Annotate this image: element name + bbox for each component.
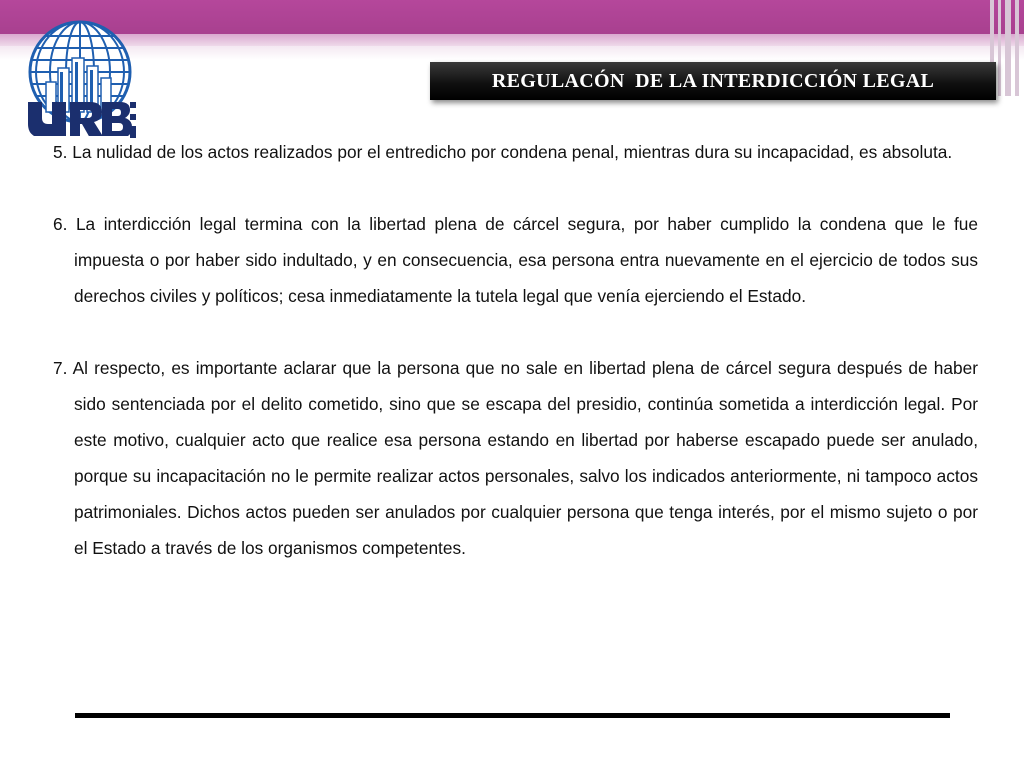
paragraph-5: 5. La nulidad de los actos realizados por el entredicho por condena penal, mientras dura su incapacidad, es absoluta. [53,142,953,162]
globe-buildings-logo-icon [22,18,142,146]
paragraph-6: 6. La interdicción legal termina con la libertad plena de cárcel segura, por haber cumplido la condena que le fue impuesta o por haber sido indultado, y en consecuencia, esa persona entra nuevamente en el ejercicio de todos sus derechos civiles y políticos; cesa inmediatamente la tutela legal que venía ejerciendo el Estado. [53,214,978,306]
header-band [0,0,1024,34]
slide-body [53,134,978,566]
header-band-fade [0,46,1024,60]
slide-title-bar [430,62,996,100]
urbe-logo [22,18,142,146]
header-band-light [0,34,1024,46]
paragraph-7: 7. Al respecto, es importante aclarar que la persona que no sale en libertad plena de cárcel segura después de haber sido sentenciada por el delito cometido, sino que se escapa del presidio, continúa sometida a interdicción legal. Por este motivo, cualquier acto que realice esa persona estando en libertad por haberse escapado puede ser anulado, porque su incapacitación no le permite realizar actos personales, salvo los indicados anteriormente, ni tampoco actos patrimoniales. Dichos actos pueden ser anulados por cualquier persona que tenga interés, por el mismo sujeto o por el Estado a través de los organismos competentes. [53,358,978,558]
bottom-divider [75,713,950,718]
slide-title: REGULACÓN DE LA INTERDICCIÓN LEGAL [491,69,935,92]
